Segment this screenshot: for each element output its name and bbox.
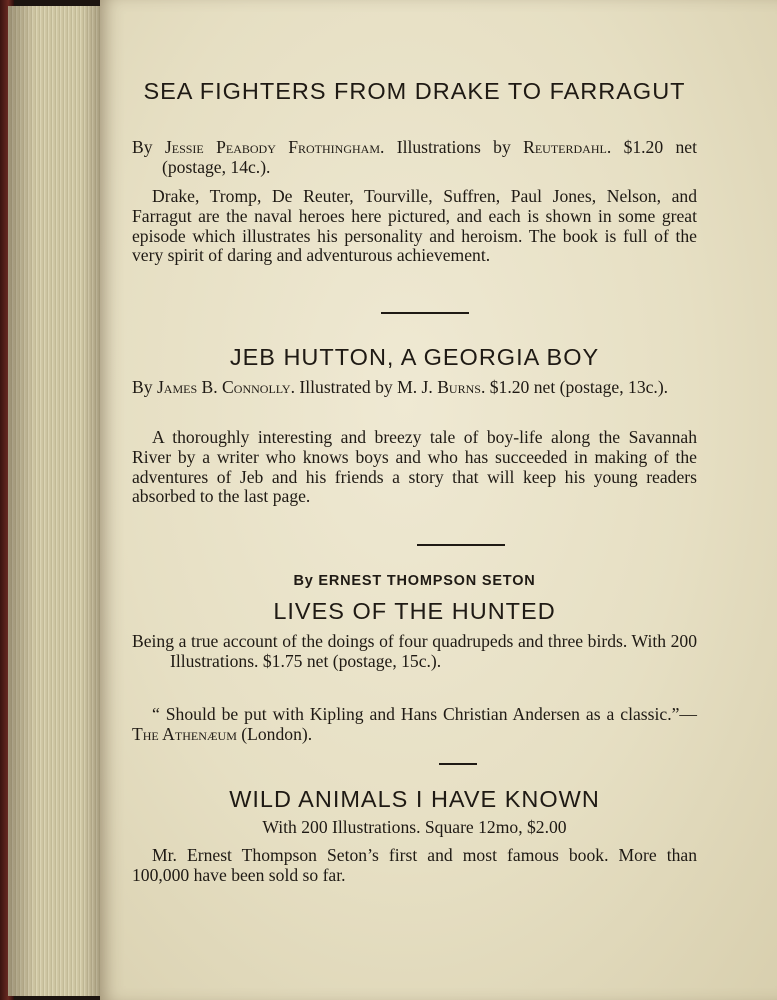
byline-mid: Illustrated by [294,377,398,397]
byline-prefix: By [132,137,165,157]
book-title-wild-animals: WILD ANIMALS I HAVE KNOWN [229,786,600,812]
details-lives-of-the-hunted: Being a true account of the doings of four quadrupeds and three birds. With 200 Illustrations. $1.75 net (postage, 15c.). [132,631,697,671]
illustrator-name: M. J. Burns. [397,377,486,397]
quote-lives-of-the-hunted [132,705,697,745]
description-sea-fighters: Drake, Tromp, De Reuter, Tourville, Suffren, Paul Jones, Nelson, and Farragut are the naval heroes here pictured, and each is shown in some great episode which illustrates his personality and heroism. The book is full of the very spirit of daring and adventurous achievement. [132,186,697,266]
price-info: $1.20 net (postage, 13c.). [485,377,669,397]
description-wild-animals: Mr. Ernest Thompson Seton’s first and most famous book. More than 100,000 have been sold so far. [132,845,697,885]
quote-location: (London). [236,723,313,744]
illustrator-name: Reuterdahl. [523,137,612,157]
byline-jeb-hutton [132,378,697,398]
byline-prefix: By [132,377,157,397]
quote-source: The Athenæum [132,723,237,744]
author-name: Jessie Peabody Frothingham. [164,137,385,157]
author-heading-seton: By ERNEST THOMPSON SETON [293,573,536,589]
book-title-lives-of-the-hunted: LIVES OF THE HUNTED [273,598,556,624]
book-title-jeb-hutton: JEB HUTTON, A GEORGIA BOY [229,344,600,370]
section-divider-short [439,763,477,765]
review-quote: “ Should be put with Kipling and Hans Christian Andersen as a classic.”— [152,704,697,724]
book-title-sea-fighters: SEA FIGHTERS FROM DRAKE TO FARRAGUT [143,78,686,104]
author-name: James B. Connolly. [156,377,295,397]
byline-mid: Illustrations by [384,137,524,157]
details-wild-animals: With 200 Illustrations. Square 12mo, $2.00 [262,817,567,837]
byline-sea-fighters [132,138,697,178]
page-edges [8,6,101,996]
description-jeb-hutton: A thoroughly interesting and breezy tale of boy-life along the Savannah River by a writer who knows boys and who has succeeded in making of the adventures of Jeb and his friends a story that will keep his young readers absorbed to the last page. [132,427,697,507]
section-divider [381,312,469,314]
price-info: $1.20 net (postage, 14c.). [162,137,697,177]
section-divider [417,544,505,546]
